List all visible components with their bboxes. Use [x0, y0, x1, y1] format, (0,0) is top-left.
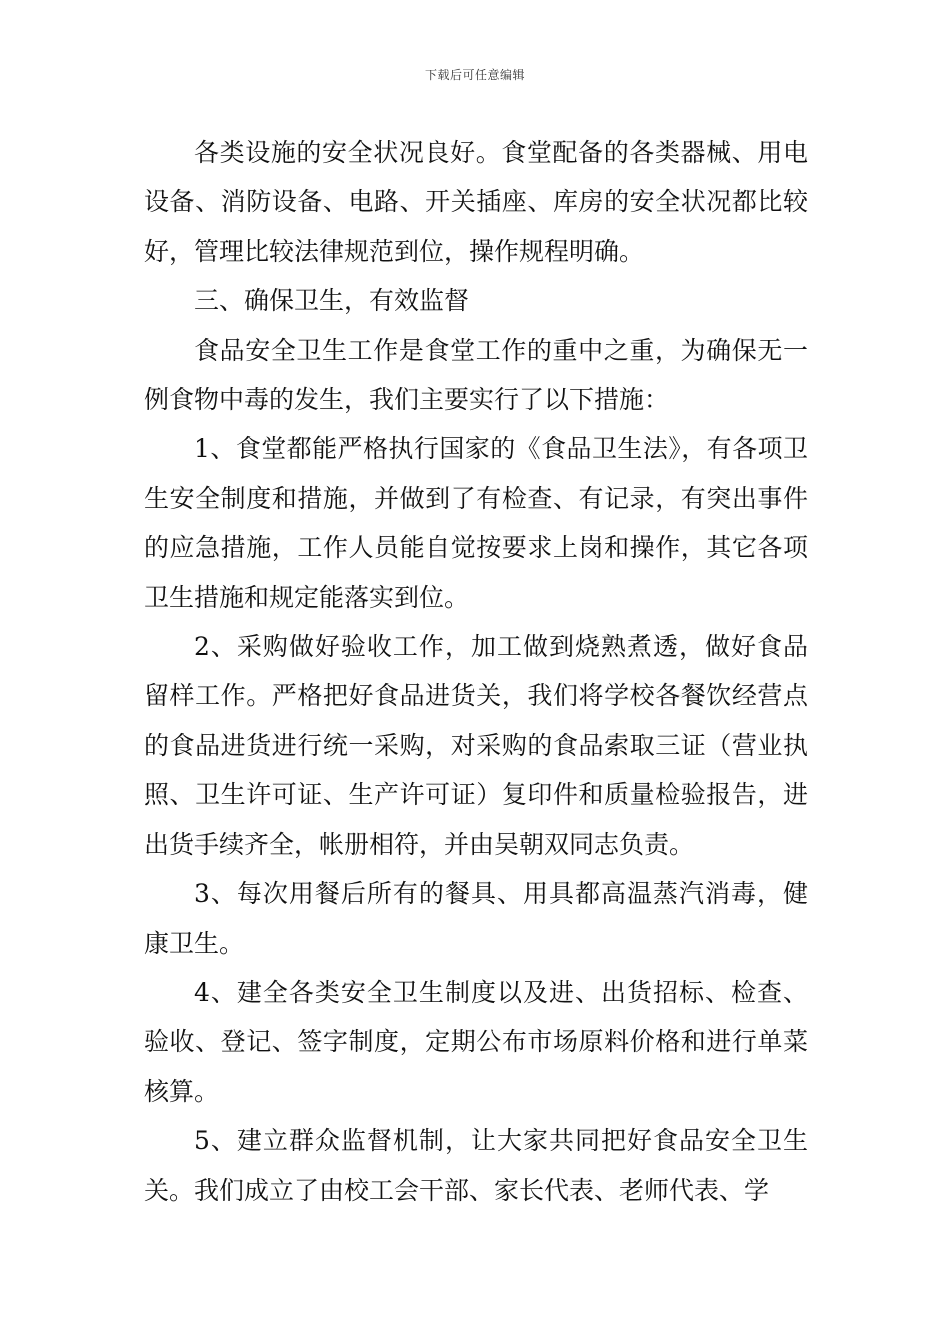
section-heading-hygiene: 三、确保卫生，有效监督: [194, 286, 470, 316]
paragraph-food-safety-intro: 食品安全卫生工作是食堂工作的重中之重，为确保无一例食物中毒的发生，我们主要实行了以下措施：: [144, 335, 808, 415]
page-header: 下载后可任意编辑: [424, 68, 525, 82]
list-item-measure-5: 5、建立群众监督机制，让大家共同把好食品安全卫生关。我们成立了由校工会干部、家长代表、老师代表、学: [144, 1126, 808, 1205]
list-item-measure-3: 3、每次用餐后所有的餐具、用具都高温蒸汽消毒，健康卫生。: [144, 879, 808, 958]
list-item-measure-4: 4、建全各类安全卫生制度以及进、出货招标、检查、验收、登记、签字制度，定期公布市场原料价格和进行单菜核算。: [144, 977, 808, 1106]
list-item-measure-2: 2、采购做好验收工作，加工做到烧熟煮透，做好食品留样工作。严格把好食品进货关，我们将学校各餐饮经营点的食品进货进行统一采购，对采购的食品索取三证（营业执照、卫生许可证、生产许可证）复印件和质量检验报告，进出货手续齐全，帐册相符，并由吴朝双同志负责。: [144, 632, 808, 859]
paragraph-facilities-safety: 各类设施的安全状况良好。食堂配备的各类器械、用电设备、消防设备、电路、开关插座、库房的安全状况都比较好，管理比较法律规范到位，操作规程明确。: [144, 138, 808, 266]
document-body: [144, 128, 808, 1215]
list-item-measure-1: 1、食堂都能严格执行国家的《食品卫生法》，有各项卫生安全制度和措施，并做到了有检查、有记录，有突出事件的应急措施，工作人员能自觉按要求上岗和操作，其它各项卫生措施和规定能落实到位。: [144, 434, 808, 612]
